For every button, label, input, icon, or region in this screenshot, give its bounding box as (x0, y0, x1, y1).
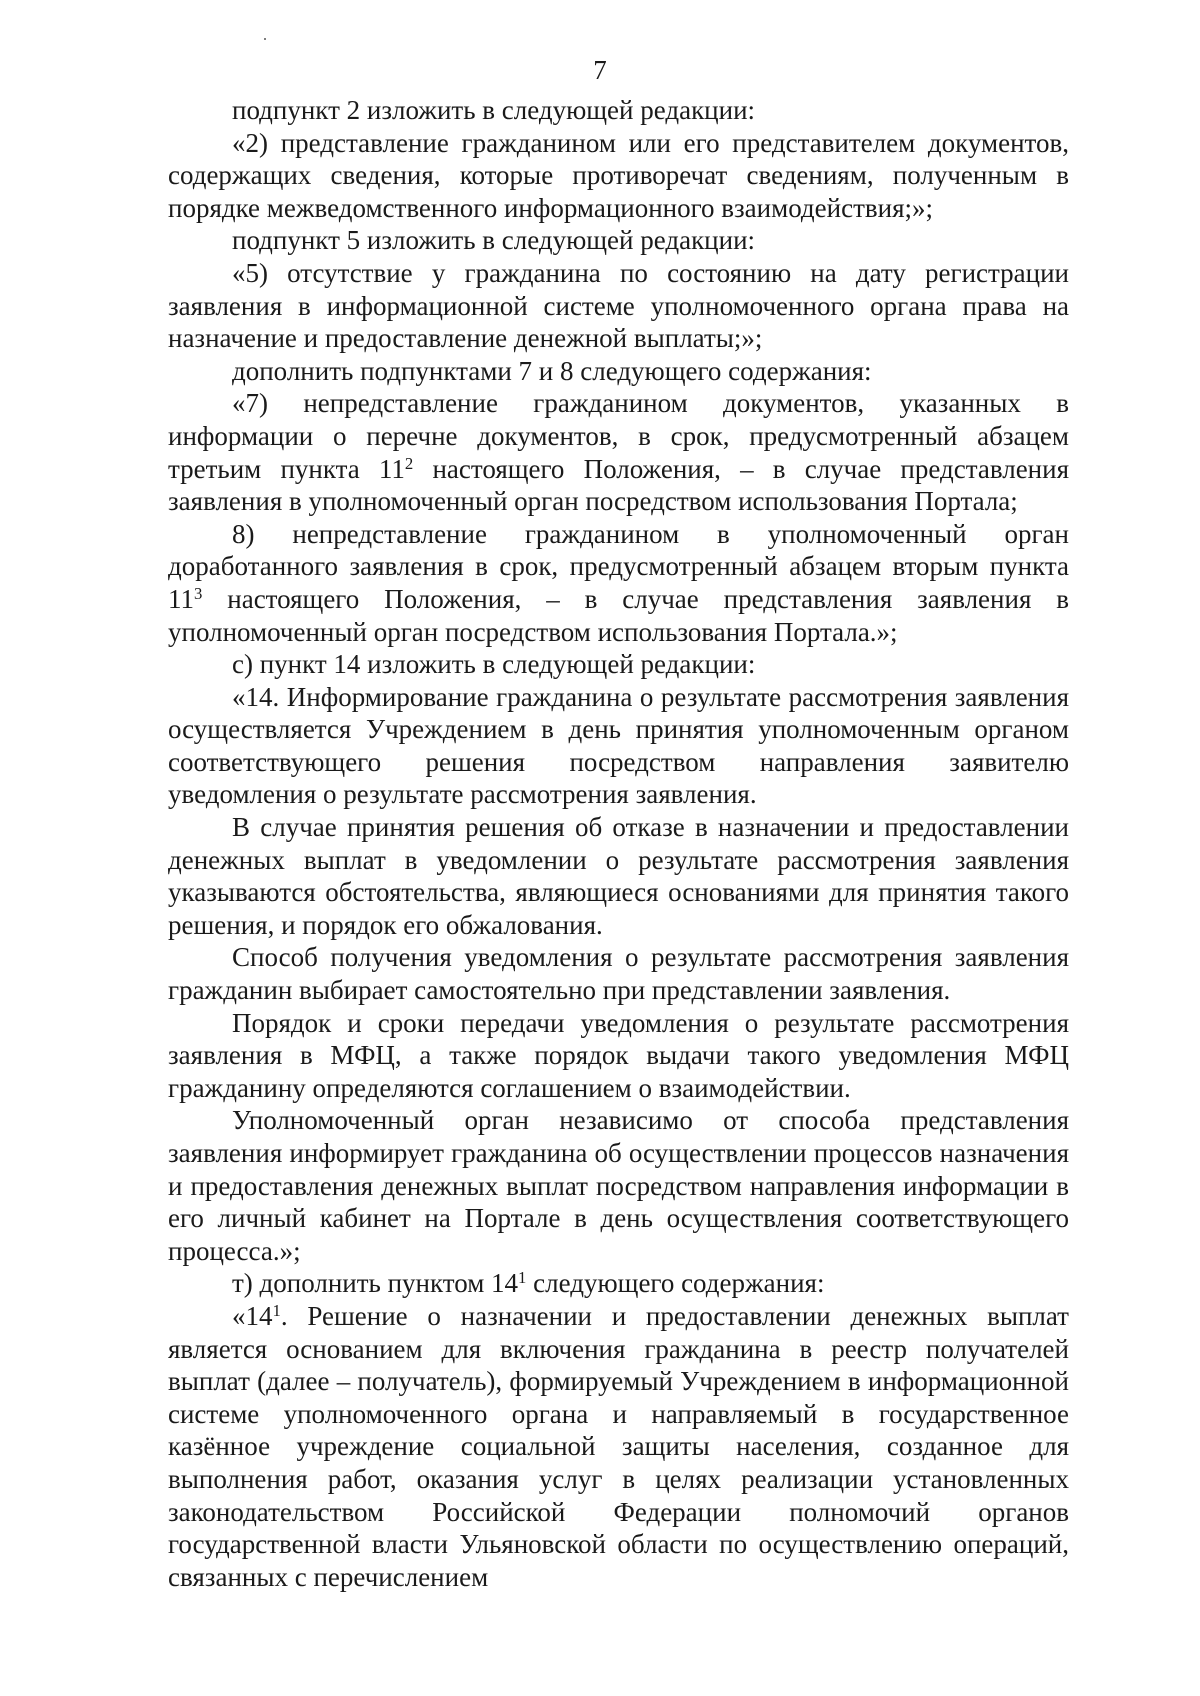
text-part: настоящего Положения, – в случае представления заявления в уполномоченный орган посредством использования Портала; (168, 453, 1069, 517)
scan-speck (264, 38, 266, 40)
text-part: т) дополнить пунктом 14 (232, 1268, 519, 1299)
paragraph-add-subpoints-intro: дополнить подпунктами 7 и 8 следующего содержания: (232, 355, 872, 386)
text-part: . Решение о назначении и предоставлении денежных выплат является основанием для включения гражданина в реестр получателей выплат (далее – получатель), формируемый Учреждением в информационной системе уполномоченного органа и направляемый в государственное казённое учреждение социальной защиты населения, созданное для выполнения работ, оказания услуг в целях реализации установленных законодательством Российской Федерации полномочий органов государственной власти Ульяновской области по осуществлению операций, связанных с перечислением (168, 1300, 1069, 1592)
text-part: «7) непредставление гражданином документов, указанных в информации о перечне документов, в срок, предусмотренный абзацем третьим пункта 11 (168, 388, 1069, 484)
paragraph-mfc-transfer: Порядок и сроки передачи уведомления о результате рассмотрения заявления в МФЦ, а также порядок выдачи такого уведомления МФЦ гражданину определяются соглашением о взаимодействии. (168, 1007, 1069, 1103)
text-part: «14 (232, 1300, 273, 1331)
superscript: 1 (518, 1268, 527, 1288)
paragraph-subpoint-5-text: «5) отсутствие у гражданина по состоянию на дату регистрации заявления в информационной системе уполномоченного органа права на назначение и предоставление денежной выплаты;»; (168, 257, 1069, 354)
text-part: настоящего Положения, – в случае представления заявления в уполномоченный орган посредством использования Портала.»; (168, 583, 1069, 647)
superscript: 1 (272, 1300, 281, 1320)
paragraph-subpoint-8 (168, 518, 1069, 648)
text-part: 8) непредставление гражданином в уполномоченный орган доработанного заявления в срок, предусмотренный абзацем вторым пункта 11 (168, 518, 1069, 614)
paragraph-point-14-text: «14. Информирование гражданина о результате рассмотрения заявления осуществляется Учреждением в день принятия уполномоченным органом соответствующего решения посредством направления заявителю уведомления о результате рассмотрения заявления. (168, 681, 1069, 810)
text-part: следующего содержания: (526, 1268, 825, 1299)
paragraph-add-point-14-1-intro (168, 1267, 1069, 1300)
page-number: 7 (593, 55, 607, 85)
paragraph-subpoint-2-intro: подпункт 2 изложить в следующей редакции: (232, 95, 756, 125)
paragraph-subpoint-2-text: «2) представление гражданином или его представителем документов, содержащих сведения, которые противоречат сведениям, полученным в порядке межведомственного информационного взаимодействия;»; (168, 127, 1069, 223)
paragraph-portal-informing: Уполномоченный орган независимо от способа представления заявления информирует гражданина об осуществлении процессов назначения и предоставления денежных выплат посредством направления информации в его личный кабинет на Портале в день осуществления соответствующего процесса.»; (168, 1105, 1069, 1266)
document-body (168, 94, 1069, 1593)
superscript: 2 (404, 453, 414, 473)
paragraph-subpoint-5-intro: подпункт 5 изложить в следующей редакции: (232, 225, 756, 256)
paragraph-subpoint-7 (168, 387, 1069, 517)
paragraph-point-14-1-text (168, 1300, 1069, 1593)
superscript: 3 (194, 583, 203, 603)
paragraph-refusal-case: В случае принятия решения об отказе в назначении и предоставлении денежных выплат в уведомлении о результате рассмотрения заявления указываются обстоятельства, являющиеся основаниями для принятия такого решения, и порядок его обжалования. (168, 812, 1069, 940)
paragraph-point-14-intro: с) пункт 14 изложить в следующей редакции: (232, 649, 756, 680)
paragraph-notification-method: Способ получения уведомления о результате рассмотрения заявления гражданин выбирает самостоятельно при представлении заявления. (168, 942, 1069, 1006)
